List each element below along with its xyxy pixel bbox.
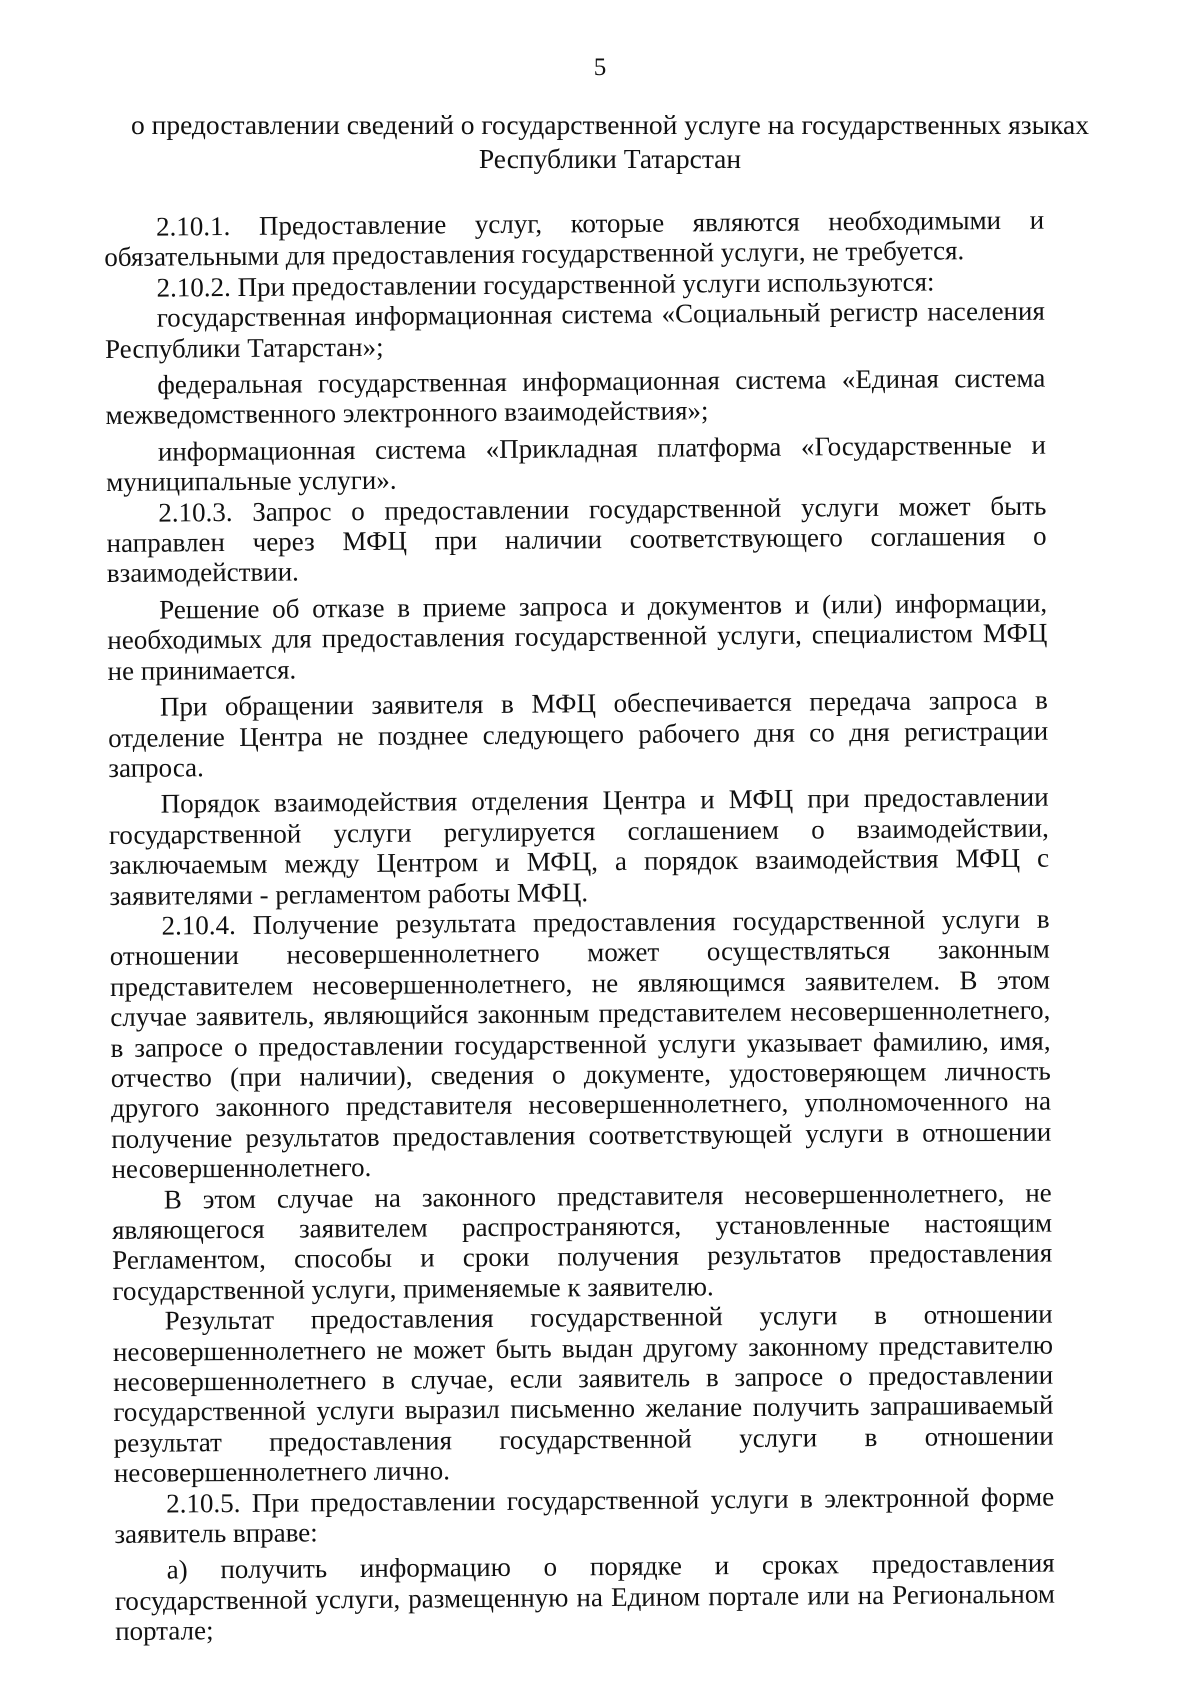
paragraph-system-social-register: государственная информационная система «Социальный регистр населения Республики Татарстан»; <box>104 295 1045 364</box>
paragraph-result-restriction: Результат предоставления государственной услуги в отношении несовершеннолетнего не может быть выдан другому законному представителю несовершеннолетнего в случае, если заявитель в запросе о предоставлении государственной услуги выразил письменно желание получить запрашиваемый результат предоставления государственной услуги в отношении несовершеннолетнего лично. <box>112 1298 1054 1489</box>
paragraph-2-10-2: 2.10.2. При предоставлении государственной услуги используются: <box>156 266 935 303</box>
paragraph-2-10-1: 2.10.1. Предоставление услуг, которые являются необходимыми и обязательными для предоставления государственной услуги, не требуется. <box>104 204 1045 273</box>
document-body <box>104 205 1055 1647</box>
paragraph-2-10-3: 2.10.3. Запрос о предоставлении государственной услуги может быть направлен через МФЦ при наличии соответствующего соглашения о взаимодействии. <box>106 490 1047 589</box>
paragraph-2-10-4: 2.10.4. Получение результата предоставления государственной услуги в отношении несовершеннолетнего может осуществляться законным представителем несовершеннолетнего, не являющимся заявителем. В этом случае заявитель, являющийся законным представителем несовершеннолетнего, в запросе о предоставлении государственной услуги указывает фамилию, имя, отчество (при наличии), сведения о документе, удостоверяющем личность другого законного представителя несовершеннолетнего, уполномоченного на получение результатов предоставления соответствующей услуги в отношении несовершеннолетнего. <box>109 903 1052 1185</box>
paragraph-system-applied-platform: информационная система «Прикладная платформа «Государственные и муниципальные услуги». <box>106 429 1046 498</box>
page-number: 5 <box>593 54 607 81</box>
paragraph-system-smev: федеральная государственная информационная система «Единая система межведомственного электронного взаимодействия»; <box>105 362 1046 431</box>
paragraph-interaction-order: Порядок взаимодействия отделения Центра и МФЦ при предоставлении государственной услуги регулируется соглашением о взаимодействии, заключаемым между Центром и МФЦ, а порядок взаимодействия МФЦ с заявителями - регламентом работы МФЦ. <box>108 781 1050 911</box>
paragraph-mfc-transfer: При обращении заявителя в МФЦ обеспечивается передача запроса в отделение Центра не позднее следующего рабочего дня со дня регистрации запроса. <box>108 684 1049 783</box>
paragraph-refusal-decision: Решение об отказе в приеме запроса и документов и (или) информации, необходимых для предоставления государственной услуги, специалистом МФЦ не принимается. <box>107 587 1048 686</box>
paragraph-item-a: а) получить информацию о порядке и сроках предоставления государственной услуги, размещенную на Едином портале или на Региональном портале; <box>114 1548 1055 1647</box>
section-heading: о предоставлении сведений о государственной услуге на государственных языках Республики Татарстан <box>130 109 1090 174</box>
paragraph-legal-representative: В этом случае на законного представителя несовершеннолетнего, не являющегося заявителем распространяются, установленные настоящим Регламентом, способы и сроки получения результатов предоставления государственной услуги, применяемые к заявителю. <box>111 1177 1053 1306</box>
paragraph-2-10-5: 2.10.5. При предоставлении государственной услуги в электронной форме заявитель вправе: <box>114 1481 1055 1550</box>
